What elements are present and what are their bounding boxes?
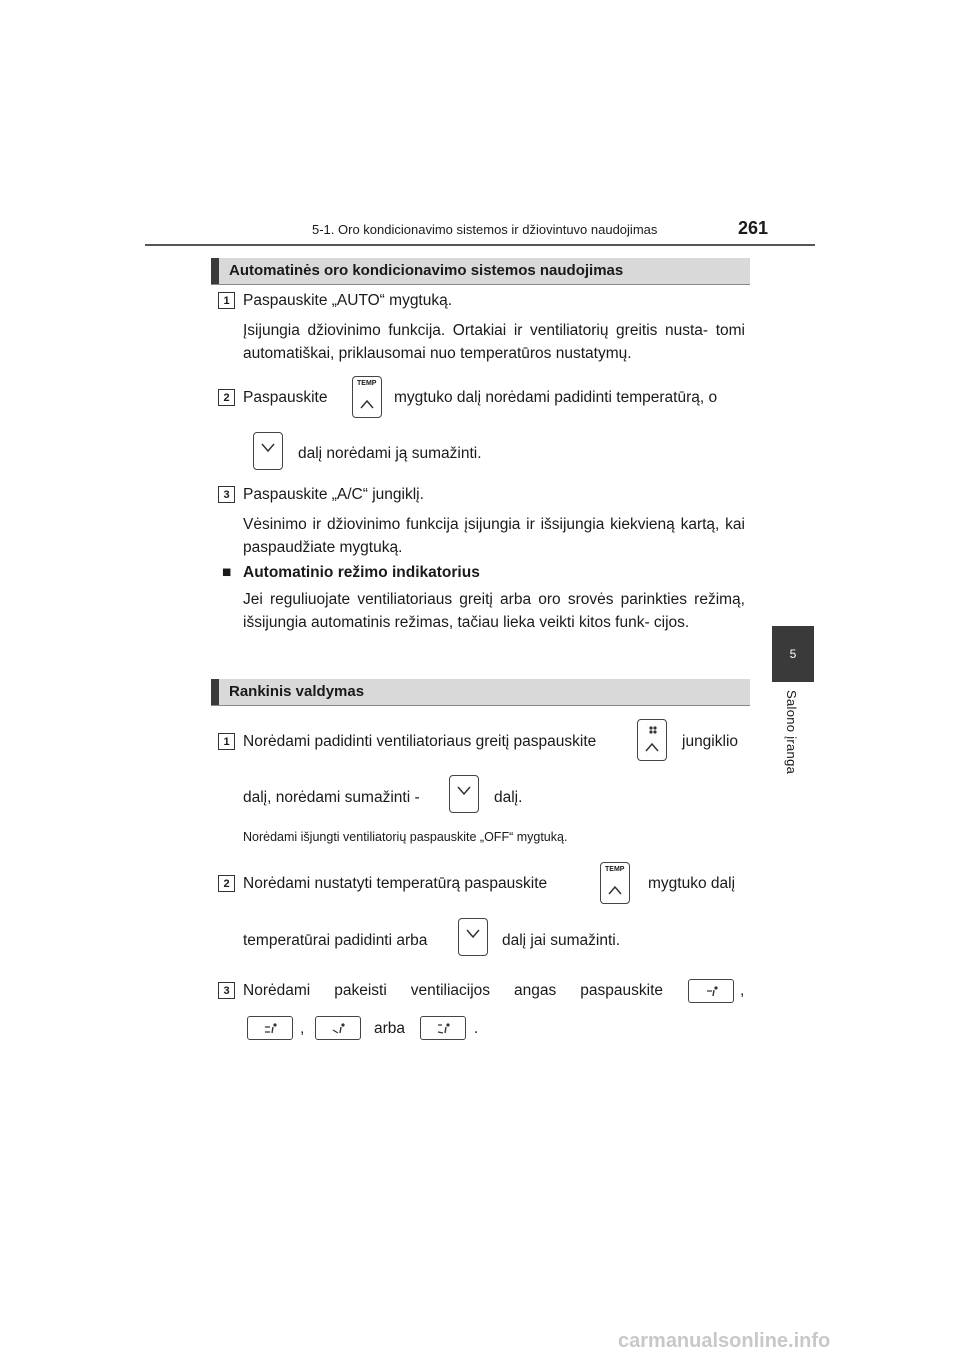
step-text: dalį norėdami ją sumažinti. xyxy=(298,445,482,462)
section-heading-manual: Rankinis valdymas xyxy=(211,679,750,705)
vent-face-icon xyxy=(705,985,719,997)
step-description: Įsijungia džiovinimo funkcija. Ortakiai ir ventiliatorių greitis nusta- tomi automatiškai, priklausomai nuo temperatūros nustatymų. xyxy=(243,322,745,362)
step-number-badge: 1 xyxy=(218,292,235,309)
note-title: Automatinio režimo indikatorius xyxy=(243,564,480,581)
step-text: Norėdami padidinti ventiliatoriaus greitį paspauskite xyxy=(243,733,597,750)
chapter-tab: 5 xyxy=(772,626,814,682)
step-text: dalį. xyxy=(494,789,523,806)
chapter-label: Salono įranga xyxy=(784,690,799,775)
vent-feet-key xyxy=(315,1016,361,1040)
separator: , xyxy=(740,982,745,999)
vent-bilevel-key xyxy=(247,1016,293,1040)
fan-icon xyxy=(648,726,658,734)
separator: arba xyxy=(374,1020,406,1037)
step-number-badge: 1 xyxy=(218,733,235,750)
step-number-badge: 3 xyxy=(218,982,235,999)
page-number: 261 xyxy=(738,218,769,238)
vent-feet-icon xyxy=(331,1022,347,1034)
watermark: carmanualsonline.info xyxy=(618,1330,831,1352)
step-text: mygtuko dalį norėdami padidinti temperatūrą, o xyxy=(394,389,718,406)
vent-bilevel-icon xyxy=(263,1022,279,1034)
note-bullet: ■ xyxy=(222,564,232,581)
chevron-up-icon xyxy=(360,399,374,409)
note-text: Jei reguliuojate ventiliatoriaus greitį arba oro srovės parinkties režimą, išsijungia automatinis režimas, tačiau lieka veikti kitos funk- cijos. xyxy=(243,591,745,631)
step-number-badge: 2 xyxy=(218,389,235,406)
step-text: jungiklio xyxy=(682,733,739,750)
step-number-badge: 3 xyxy=(218,486,235,503)
temp-key-label: TEMP xyxy=(357,380,377,387)
fan-down-key xyxy=(449,775,479,813)
header-divider xyxy=(145,244,815,246)
step-text: Paspauskite xyxy=(243,389,328,406)
temp-up-key xyxy=(352,376,382,418)
step-text: Norėdami nustatyti temperatūrą paspauskite xyxy=(243,875,548,892)
step-note: Norėdami išjungti ventiliatorių paspauskite „OFF“ mygtuką. xyxy=(243,830,568,844)
section-underline xyxy=(211,705,750,706)
chevron-down-icon xyxy=(457,786,471,796)
temp-key-label: TEMP xyxy=(605,866,625,873)
temp-down-key xyxy=(458,918,488,956)
temp-up-key xyxy=(600,862,630,904)
separator: , xyxy=(300,1020,305,1037)
vent-face-key xyxy=(688,979,734,1003)
section-header-title: 5-1. Oro kondicionavimo sistemos ir džiovintuvo naudojimas xyxy=(312,222,658,237)
vent-feet-defrost-key xyxy=(420,1016,466,1040)
chevron-up-icon xyxy=(608,885,622,895)
step-text: dalį, norėdami sumažinti - xyxy=(243,789,420,806)
step-number-badge: 2 xyxy=(218,875,235,892)
section-underline xyxy=(211,284,750,285)
chevron-down-icon xyxy=(466,929,480,939)
chevron-down-icon xyxy=(261,443,275,453)
separator: . xyxy=(474,1020,479,1037)
fan-up-key xyxy=(637,719,667,761)
step-text: temperatūrai padidinti arba xyxy=(243,932,428,949)
step-text: Paspauskite „A/C“ jungiklį. xyxy=(243,486,424,503)
step-text: Paspauskite „AUTO“ mygtuką. xyxy=(243,292,453,309)
temp-down-key xyxy=(253,432,283,470)
chevron-up-icon xyxy=(645,742,659,752)
step-description: Vėsinimo ir džiovinimo funkcija įsijungia ir išsijungia kiekvieną kartą, kai paspaudžiate mygtuką. xyxy=(243,516,745,556)
step-text: Norėdami pakeisti ventiliacijos angas paspauskite xyxy=(243,982,663,999)
step-text: dalį jai sumažinti. xyxy=(502,932,621,949)
step-text: mygtuko dalį xyxy=(648,875,736,892)
section-heading-automatic: Automatinės oro kondicionavimo sistemos naudojimas xyxy=(211,258,750,284)
vent-feet-defrost-icon xyxy=(436,1022,452,1034)
